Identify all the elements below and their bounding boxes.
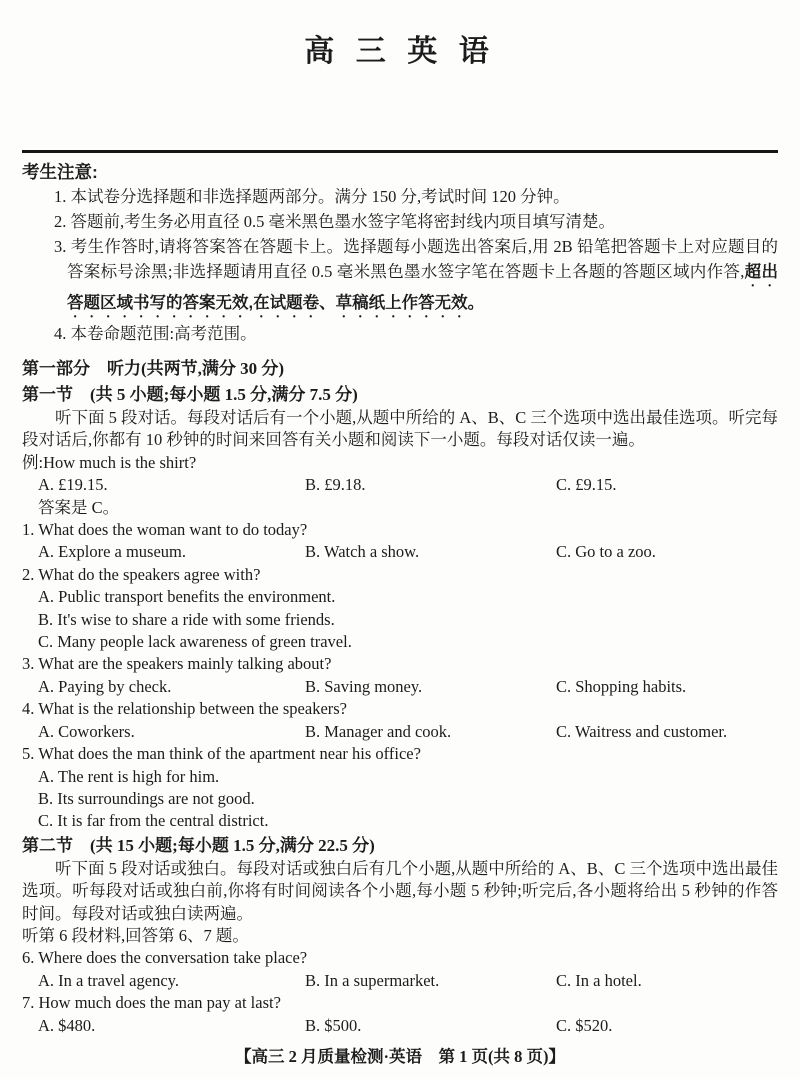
option-a: A. Paying by check. xyxy=(38,676,172,696)
notice-item-3-normal: 3. 考生作答时,请将答案答在答题卡上。选择题每小题选出答案后,用 2B 铅笔把答题卡上对应题目的答案标号涂黑;非选择题请用直径 0.5 毫米黑色墨水签字笔在答题卡上各题的答题区域内作答, xyxy=(54,237,778,281)
section1-heading: 第一节 (共 5 小题;每小题 1.5 分,满分 7.5 分) xyxy=(22,385,358,404)
example-options-row xyxy=(22,474,778,496)
section2-heading: 第二节 (共 15 小题;每小题 1.5 分,满分 22.5 分) xyxy=(22,835,375,855)
option-c: C. Waitress and customer. xyxy=(556,721,728,741)
options-stack xyxy=(22,766,778,833)
option-b: B. It's wise to share a ride with some friends. xyxy=(38,609,335,629)
option-c: C. Go to a zoo. xyxy=(556,542,656,562)
question-text: 1. What does the woman want to do today? xyxy=(22,520,308,540)
page-footer: 【高三 2 月质量检测·英语 第 1 页(共 8 页)】 xyxy=(235,1046,565,1066)
option-c: C. £9.15. xyxy=(556,475,617,495)
question-text: 3. What are the speakers mainly talking about? xyxy=(22,654,332,674)
section2-instructions: 听下面 5 段对话或独白。每段对话或独白后有几个小题,从题中所给的 A、B、C 三个选项中选出最佳选项。听每段对话或独白前,你将有时间阅读各个小题,每小题 5 秒钟;听完后,各小题将给出 5 秒钟的作答时间。每段对话或独白读两遍。 xyxy=(22,858,778,923)
option-a: A. Public transport benefits the environment. xyxy=(38,587,336,607)
notice-item-2: 2. 答题前,考生务必用直径 0.5 毫米黑色墨水签字笔将密封线内项目填写清楚。 xyxy=(54,212,615,231)
part1-heading: 第一部分 听力(共两节,满分 30 分) xyxy=(22,359,285,378)
question-6 xyxy=(22,947,778,992)
header-divider-rule xyxy=(22,150,778,153)
option-a: A. £19.15. xyxy=(38,475,108,495)
question-5 xyxy=(22,743,778,833)
question-7 xyxy=(22,992,778,1037)
notice-heading: 考生注意: xyxy=(22,162,98,182)
option-b: B. $500. xyxy=(305,1015,362,1035)
example-block xyxy=(22,452,778,519)
options-row xyxy=(22,1015,778,1037)
options-row xyxy=(22,721,778,743)
question-4 xyxy=(22,698,778,743)
options-row xyxy=(22,541,778,563)
notice-item-4: 4. 本卷命题范围:高考范围。 xyxy=(54,324,257,343)
option-a: A. In a travel agency. xyxy=(38,970,179,990)
question-text: 6. Where does the conversation take place? xyxy=(22,948,308,968)
option-b: B. Watch a show. xyxy=(305,542,420,562)
notice-item-1: 1. 本试卷分选择题和非选择题两部分。满分 150 分,考试时间 120 分钟。 xyxy=(54,187,570,206)
examinee-notice xyxy=(22,160,778,346)
notice-item-3-emphasized: 超出答题区域书写的答案无效,在试题卷、草稿纸上作答无效。 xyxy=(67,263,778,312)
material-note-6-7: 听第 6 段材料,回答第 6、7 题。 xyxy=(22,925,249,945)
example-answer: 答案是 C。 xyxy=(38,497,120,517)
question-3 xyxy=(22,653,778,698)
option-a: A. Explore a museum. xyxy=(38,542,187,562)
option-c: C. $520. xyxy=(556,1015,613,1035)
option-a: A. $480. xyxy=(38,1015,96,1035)
notice-item-3 xyxy=(54,234,778,321)
options-row xyxy=(22,676,778,698)
option-a: A. The rent is high for him. xyxy=(38,766,220,786)
option-a: A. Coworkers. xyxy=(38,721,135,741)
question-2 xyxy=(22,564,778,654)
options-row xyxy=(22,970,778,992)
option-c: C. Shopping habits. xyxy=(556,676,687,696)
question-text: 7. How much does the man pay at last? xyxy=(22,993,281,1013)
question-text: 2. What do the speakers agree with? xyxy=(22,564,261,584)
question-1 xyxy=(22,519,778,564)
options-stack xyxy=(22,586,778,653)
page-title: 高 三 英 语 xyxy=(304,35,496,68)
option-b: B. Saving money. xyxy=(305,676,423,696)
example-question: 例:How much is the shirt? xyxy=(22,452,197,472)
option-b: B. Manager and cook. xyxy=(305,721,452,741)
option-c: C. It is far from the central district. xyxy=(38,811,269,831)
question-text: 4. What is the relationship between the speakers? xyxy=(22,699,348,719)
option-b: B. In a supermarket. xyxy=(305,970,440,990)
option-c: C. In a hotel. xyxy=(556,970,642,990)
section1-instructions: 听下面 5 段对话。每段对话后有一个小题,从题中所给的 A、B、C 三个选项中选出最佳选项。听完每段对话后,你都有 10 秒钟的时间来回答有关小题和阅读下一小题。每段对话仅读一遍。 xyxy=(22,408,778,450)
option-b: B. Its surroundings are not good. xyxy=(38,788,255,808)
question-text: 5. What does the man think of the apartment near his office? xyxy=(22,744,421,764)
option-c: C. Many people lack awareness of green travel. xyxy=(38,632,352,652)
option-b: B. £9.18. xyxy=(305,475,366,495)
